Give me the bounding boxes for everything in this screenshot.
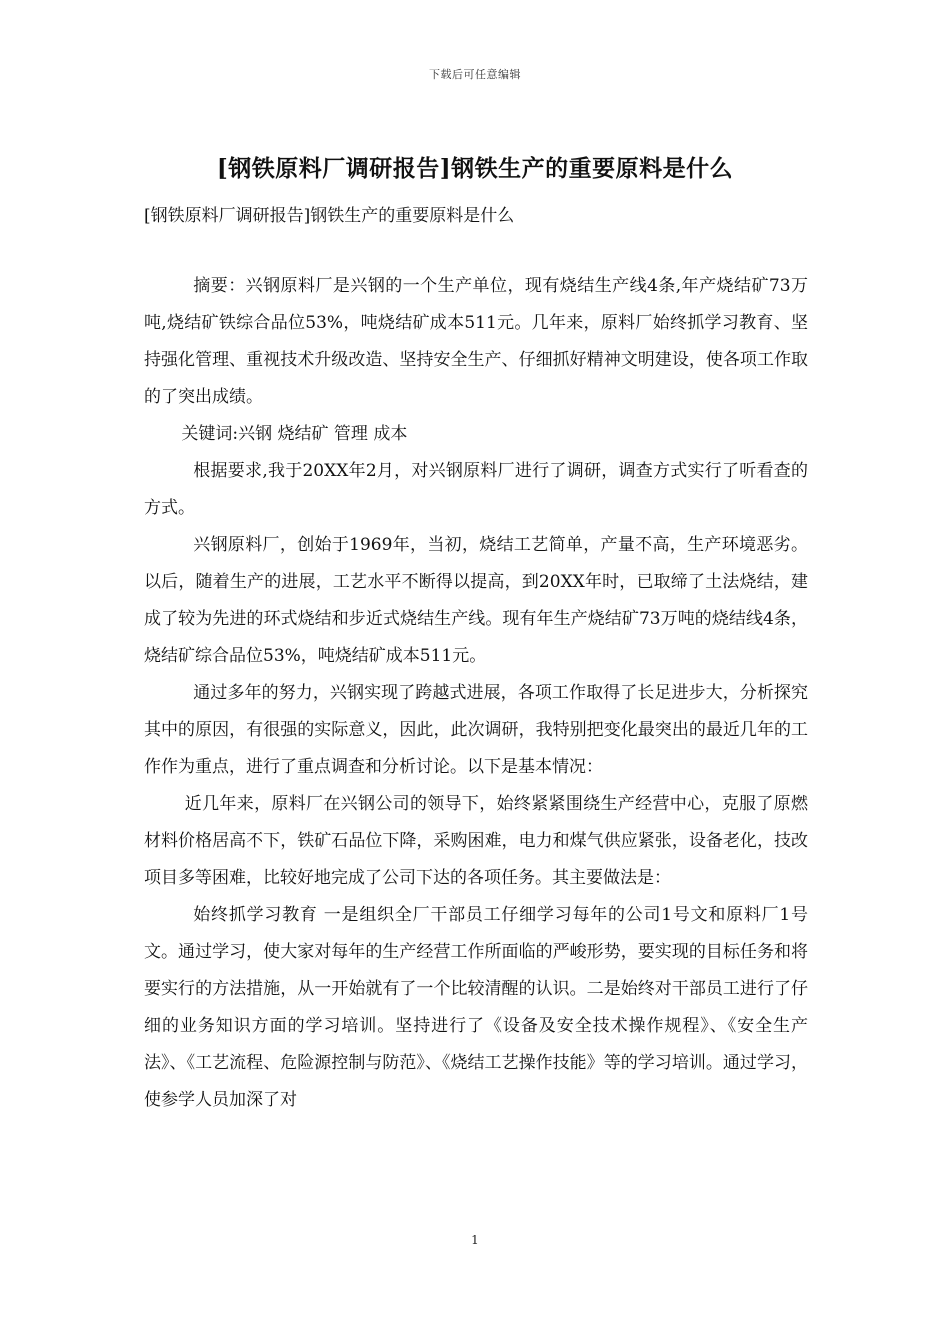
document-title: [钢铁原料厂调研报告]钢铁生产的重要原料是什么 (216, 155, 734, 182)
abstract-paragraph: 摘要：兴钢原料厂是兴钢的一个生产单位，现有烧结生产线4条,年产烧结矿73万吨,烧结矿铁综合品位53%，吨烧结矿成本511元。几年来，原料厂始终抓学习教育、坚持强化管理、重视技术升级改造、坚持安全生产、仔细抓好精神文明建设，使各项工作取的了突出成绩。 (144, 276, 808, 407)
body-paragraph: 始终抓学习教育 一是组织全厂干部员工仔细学习每年的公司1号文和原料厂1号文。通过学习，使大家对每年的生产经营工作所面临的严峻形势，要实现的目标任务和将要实行的方法措施，从一开始就有了一个比较清醒的认识。二是始终对干部员工进行了仔细的业务知识方面的学习培训。坚持进行了《设备及安全技术操作规程》、《安全生产法》、《工艺流程、危险源控制与防范》、《烧结工艺操作技能》等的学习培训。通过学习，使参学人员加深了对 (144, 905, 808, 1110)
keywords-paragraph: 关键词:兴钢 烧结矿 管理 成本 (181, 424, 408, 444)
body-paragraph: 通过多年的努力，兴钢实现了跨越式进展，各项工作取得了长足进步大，分析探究其中的原因，有很强的实际意义，因此，此次调研，我特别把变化最突出的最近几年的工作作为重点，进行了重点调查和分析讨论。以下是基本情况： (144, 683, 808, 777)
document-body (144, 268, 808, 1119)
body-paragraph: 近几年来，原料厂在兴钢公司的领导下，始终紧紧围绕生产经营中心，克服了原燃材料价格居高不下，铁矿石品位下降，采购困难，电力和煤气供应紧张，设备老化，技改项目多等困难，比较好地完成了公司下达的各项任务。其主要做法是： (144, 794, 808, 888)
body-paragraph: 兴钢原料厂，创始于1969年，当初，烧结工艺简单，产量不高，生产环境恶劣。以后，随着生产的进展，工艺水平不断得以提高，到20XX年时，已取缔了土法烧结，建成了较为先进的环式烧结和步近式烧结生产线。现有年生产烧结矿73万吨的烧结线4条，烧结矿综合品位53%，吨烧结矿成本511元。 (144, 535, 808, 666)
document-subtitle: [钢铁原料厂调研报告]钢铁生产的重要原料是什么 (144, 206, 515, 226)
page-number: 1 (471, 1233, 479, 1247)
body-paragraph: 根据要求,我于20XX年2月，对兴钢原料厂进行了调研，调查方式实行了听看查的方式。 (144, 461, 808, 518)
header-note: 下载后可任意编辑 (429, 68, 521, 81)
